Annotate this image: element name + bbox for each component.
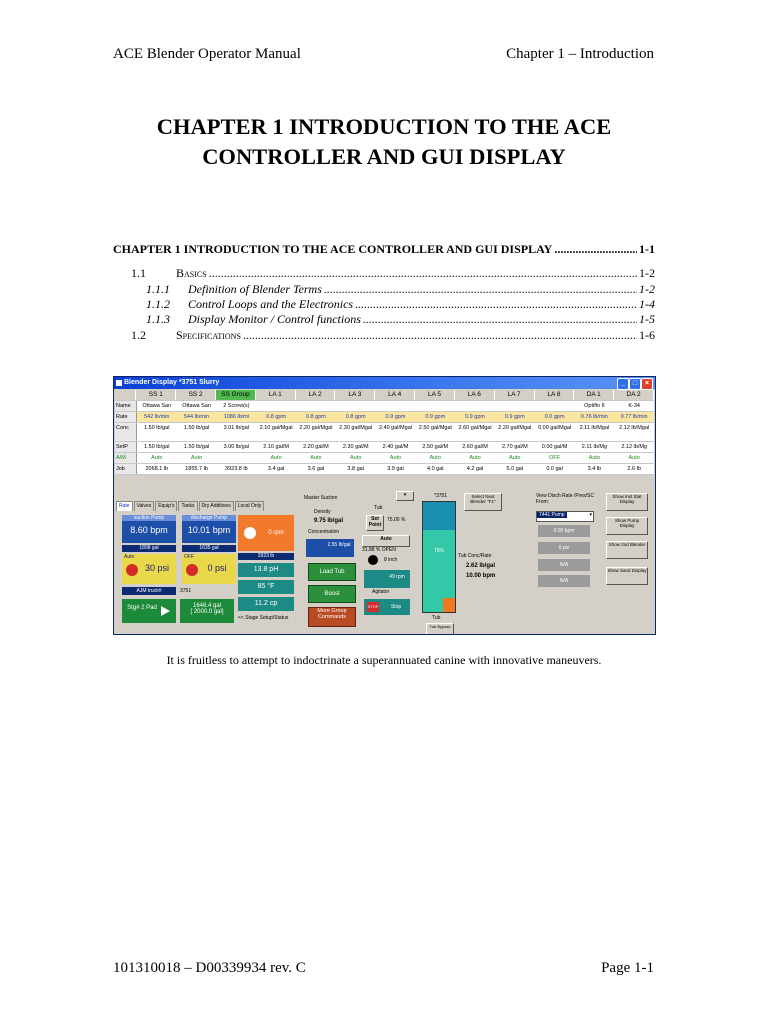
toc-entry-specifications[interactable]: 1.2 Specifications ..... 1-6 — [131, 328, 655, 343]
viscosity-readout: 11.2 cp — [238, 597, 294, 611]
grid-cell: 3.4 lb — [587, 466, 602, 472]
col-la6[interactable]: LA 6 — [455, 390, 495, 400]
disch-pressure-readout: 0 psi — [538, 542, 590, 554]
toc-entry-definition[interactable]: 1.1.1 Definition of Blender Terms ..... 1-2 — [146, 282, 655, 297]
grid-cell: K-34 — [628, 403, 640, 409]
stop-sign-icon: STOP — [367, 602, 379, 612]
minimize-icon[interactable]: _ — [617, 378, 629, 390]
stage-setup-link[interactable]: << Stage Setup/Status — [238, 615, 289, 621]
col-ss1[interactable]: SS 1 — [136, 390, 176, 400]
grid-cell: 544 lb/min — [177, 412, 217, 422]
grid-cell: 2.20 gal/Mgal — [299, 425, 333, 431]
grid-cell — [455, 401, 495, 411]
valve-inch: 8 inch — [384, 557, 398, 563]
control-tabs — [116, 501, 265, 511]
pump-select[interactable]: 7441 Pump ▾ — [536, 511, 594, 522]
grid-cell: 0.00 gal/Mgal — [538, 425, 572, 431]
grid-cell: Auto — [509, 455, 521, 461]
col-la8[interactable]: LA 8 — [535, 390, 575, 400]
grid-cell: 2.30 gal/Mgal — [339, 425, 373, 431]
col-la3[interactable]: LA 3 — [335, 390, 375, 400]
grid-cell: 0.8 gpm — [296, 412, 336, 422]
agitator-label: Agitator — [372, 589, 390, 595]
play-icon — [161, 606, 170, 616]
ajm-truck-label: AJM truck# — [122, 587, 176, 595]
grid-cell: 2.11 lb/Mgal — [579, 425, 610, 431]
blender-display-screenshot — [113, 376, 656, 635]
grid-cell: 0.0 gal — [546, 466, 563, 472]
grid-cell — [415, 401, 455, 411]
grid-cell: Auto — [389, 455, 402, 461]
ph-readout: 13.8 pH — [238, 563, 294, 577]
discharge-pressure-panel[interactable]: OFF 0 psi — [182, 554, 236, 584]
tub-bypass-button[interactable]: Tub Bypass — [426, 623, 454, 635]
grid-cell — [336, 401, 376, 411]
na-readout-2: N/A — [538, 575, 590, 587]
stop-button[interactable]: STOP Stop — [364, 599, 410, 615]
grid-cell: 3.4 gal — [267, 466, 285, 472]
grid-cell: 1.50 lb/gal — [144, 425, 170, 431]
grid-cell: 1855.7 lb — [185, 466, 208, 472]
grid-cell: Auto — [190, 455, 203, 461]
grid-cell: Auto — [469, 455, 481, 461]
load-tub-button[interactable]: Load Tub — [308, 563, 356, 581]
stage-volume-panel: 1646.4 gal [ 2000.0 gal] — [180, 599, 234, 623]
grid-cell: 542 lb/min — [137, 412, 177, 422]
grid-cell: 2.12 lb/Mg — [621, 444, 647, 450]
grid-cell: Auto — [628, 455, 640, 461]
grid-cell: 0.0 gpm — [535, 412, 575, 422]
grid-cell: Auto — [151, 455, 163, 461]
tab-rate[interactable]: Rate — [116, 501, 133, 511]
grid-cell: Optiflo II — [584, 403, 605, 409]
concentration-panel[interactable]: 2.55 lb/gal — [306, 539, 354, 557]
maximize-icon[interactable]: □ — [629, 378, 641, 390]
discharge-pump-panel[interactable]: discharge Pump 10.01 bpm — [182, 515, 236, 543]
view-disch-label: View Disch Rate /Pres/SC From: — [536, 493, 594, 505]
window-icon — [116, 380, 122, 386]
grid-cell — [256, 401, 296, 411]
chevron-down-icon: ▾ — [589, 512, 592, 518]
toc-entry-control-loops[interactable]: 1.1.2 Control Loops and the Electronics ..... 1-4 — [146, 297, 655, 312]
grid-cell — [216, 453, 256, 463]
valve-icon — [368, 555, 378, 565]
open-percent: 31.88 % OPEN — [362, 547, 396, 553]
grid-cell: 2.10 gal/Mgal — [259, 425, 293, 431]
more-group-commands-button[interactable]: More Group Commands — [308, 607, 356, 627]
tub-conc-rate-label: Tub Conc/Rate — [458, 553, 492, 559]
grid-cell: Auto — [588, 455, 601, 461]
grid-cell: 1086 lb/mi — [216, 412, 256, 422]
concentration-label: Concentration — [308, 529, 340, 535]
agitator-panel[interactable]: 49 rpm — [364, 570, 410, 588]
grid-header-row — [115, 390, 654, 401]
tub-rate-value: 10.00 bpm — [466, 573, 496, 579]
density-label: Density — [314, 509, 331, 515]
set-point-button[interactable]: Set Point — [366, 515, 384, 531]
col-ss2[interactable]: SS 2 — [176, 390, 216, 400]
grid-cell: 0.76 lb/min — [574, 412, 614, 422]
col-ss-group[interactable]: SS Group — [216, 390, 256, 400]
tab-equips[interactable]: Equip's — [155, 501, 177, 511]
grid-cell: 5.0 gal — [506, 466, 524, 472]
tab-tanks[interactable]: Tanks — [178, 501, 197, 511]
grid-cell: Auto — [270, 455, 282, 461]
tub-small-label: Tub — [432, 615, 441, 621]
grid-cell: Auto — [310, 455, 322, 461]
na-readout-1: N/A — [538, 559, 590, 571]
grid-cell: 2.11 lb/Mg — [581, 444, 608, 450]
grid-cell: 4.0 gal — [426, 466, 444, 472]
toc-entry-basics[interactable]: 1.1 Basics ..... 1-2 — [131, 266, 655, 281]
grid-name-row: Name Ottawa San Ottawa San 2 Screw(s) Optiflo II K-34 — [115, 401, 654, 412]
pump-icon — [186, 564, 198, 576]
grid-cell: Ottawa San — [142, 403, 172, 409]
grid-cell: 2.40 gal/M — [382, 444, 409, 450]
set-point-value: 75.00 % — [387, 517, 406, 523]
grid-cell: 4.2 gal — [466, 466, 484, 472]
grid-setp-row: SetP 1.50 lb/gal 1.50 lb/gal 3.00 lb/gal 2.10 gal/M 2.20 gal/M 2.30 gal/M 2.40 gal/M 2.50 gal/M 2.60 gal/M 2.70 gal/M 0.00 gal/M 2.11 lb/Mg 2.12 lb/Mg — [115, 442, 654, 453]
grid-cell: OFF — [549, 455, 561, 461]
grid-cell: Auto — [350, 455, 362, 461]
grid-cell: 2.60 gal/M — [462, 444, 488, 450]
grid-cell: 2.50 gal/M — [422, 444, 449, 450]
grid-cell: 2.60 gal/Mgal — [458, 425, 492, 431]
pump-icon — [126, 564, 138, 576]
grid-cell: 0.9 gpm — [376, 412, 416, 422]
chapter-title: CHAPTER 1 INTRODUCTION TO THE ACE CONTROLLER AND GUI DISPLAY — [156, 114, 612, 169]
grid-job-row: Job 2068.1 lb 1855.7 lb 3923.8 lb 3.4 gal 3.6 gal 3.8 gal 3.9 gal 4.0 gal 4.2 gal 5.0 gal 0.0 gal 3.4 lb 2.6 lb — [115, 464, 654, 475]
tab-dry-additives[interactable]: Dry Additives — [199, 501, 234, 511]
col-da2[interactable]: DA 2 — [614, 390, 654, 400]
grid-cell: 2068.1 lb — [145, 466, 169, 472]
grid-cell: 3.8 gal — [347, 466, 364, 472]
job-number: *3751 — [434, 493, 448, 499]
grid-conc-row: Conc 1.50 lb/gal 1.50 lb/gal 3.01 lb/gal 2.10 gal/Mgal 2.20 gal/Mgal 2.30 gal/Mgal 2.40 gal/Mgal 2.50 gal/Mgal 2.60 gal/Mgal 2.20 gal/Mgal 0.00 gal/Mgal 2.11 lb/Mgal 2.12 lb/Mgal — [115, 423, 654, 442]
tab-local-only[interactable]: Local Only — [235, 501, 265, 511]
grid-cell: 2.12 lb/Mgal — [619, 425, 650, 431]
grid-cell: 0.00 gal/M — [541, 444, 568, 450]
grid-cell: 3.6 gal — [307, 466, 325, 472]
col-la7[interactable]: LA 7 — [495, 390, 535, 400]
grid-cell: 0.9 gpm — [495, 412, 535, 422]
footer-doc-number: 101310018 – D00339934 rev. C — [113, 960, 306, 976]
grid-cell: 3.01 lb/gal — [223, 425, 250, 431]
grid-cell: 2.70 gal/M — [501, 444, 528, 450]
temperature-readout: 85 °F — [238, 580, 294, 594]
blender-grid — [115, 390, 654, 475]
grid-cell: 2.10 gal/M — [263, 444, 289, 450]
grid-cell: 0.77 lb/min — [614, 412, 654, 422]
grid-cell — [495, 401, 535, 411]
show-2nd-blender-button[interactable]: Show 2nd Blender — [606, 541, 648, 559]
grid-cell: 0.9 gpm — [455, 412, 495, 422]
col-la5[interactable]: LA 5 — [415, 390, 455, 400]
col-la2[interactable]: LA 2 — [296, 390, 336, 400]
col-da1[interactable]: DA 1 — [574, 390, 614, 400]
header-chapter: Chapter 1 – Introduction — [506, 46, 654, 62]
show-inst-stat-button[interactable]: Show Inst Stat Display — [606, 493, 648, 511]
grid-cell: 1.50 lb/gal — [183, 444, 210, 450]
grid-cell: Auto — [429, 455, 441, 461]
grid-rate-row: Rate 542 lb/min 544 lb/min 1086 lb/mi 0.8 gpm 0.8 gpm 0.8 gpm 0.9 gpm 0.9 gpm 0.9 gpm 0.9 gpm 0.0 gpm 0.76 lb/min 0.77 lb/min — [115, 412, 654, 423]
grid-cell: 0.9 gpm — [415, 412, 455, 422]
grid-cell — [376, 401, 416, 411]
suction-pump-panel[interactable]: suction Pump 8.60 bpm — [122, 515, 176, 543]
master-suction-label[interactable]: Master Suction — [304, 495, 338, 501]
orange-screw-panel[interactable]: 0 rpm — [238, 515, 294, 551]
tub-level-gauge: 75% — [422, 501, 456, 613]
grid-cell: 1.50 lb/gal — [144, 444, 170, 450]
grid-cell: 0.8 gpm — [336, 412, 376, 422]
grid-am-row: A/M Auto Auto Auto Auto Auto Auto Auto Auto Auto OFF Auto Auto — [115, 453, 654, 464]
grid-cell: 2 Screw(s) — [223, 403, 250, 409]
grid-cell — [535, 401, 575, 411]
suction-volume: 1898 gal — [122, 545, 176, 552]
grid-cell: 0.8 gpm — [256, 412, 296, 422]
tub-label: Tub — [374, 505, 383, 511]
tub-conc-value: 2.62 lb/gal — [466, 563, 496, 569]
grid-cell: 3.9 gal — [387, 466, 404, 472]
select-next-blender-button[interactable]: Select Next Blender "F1" — [464, 493, 502, 511]
boost-button[interactable]: Boost — [308, 585, 356, 603]
grid-cell: 3923.8 lb — [225, 466, 248, 472]
col-la1[interactable]: LA 1 — [256, 390, 296, 400]
density-value: 9.75 lb/gal — [314, 518, 344, 524]
close-icon[interactable]: × — [641, 378, 653, 390]
grid-cell: 3.00 lb/gal — [223, 444, 250, 450]
stage-button[interactable]: Stg# 2 Pad — [122, 599, 176, 623]
grid-cell: 2.6 lb — [627, 466, 641, 472]
suction-pressure-panel[interactable]: Auto 30 psi — [122, 554, 176, 584]
figure-caption: It is fruitless to attempt to indoctrinate a superannuated canine with innovative maneuvers. — [166, 653, 602, 667]
grid-cell: Ottawa San — [182, 403, 211, 409]
grid-cell: 2.50 gal/Mgal — [418, 425, 452, 431]
show-pump-display-button[interactable]: Show Pump Display — [606, 517, 648, 535]
grid-cell: 2.20 gal/M — [303, 444, 329, 450]
show-sand-display-button[interactable]: Show Sand Display — [606, 567, 648, 585]
tab-valves[interactable]: Valves — [134, 501, 155, 511]
grid-cell: 2.20 gal/Mgal — [498, 425, 532, 431]
header-manual-title: ACE Blender Operator Manual — [113, 46, 301, 62]
grid-cell: 2.40 gal/Mgal — [378, 425, 412, 431]
screw-volume: 3923 lb — [238, 553, 294, 560]
grid-cell — [296, 401, 336, 411]
grid-cell: 2.30 gal/M — [342, 444, 369, 450]
discharge-volume: 1635 gal — [182, 545, 236, 552]
screw-icon — [244, 527, 256, 539]
disch-rate-readout: 0.00 bpm — [538, 525, 590, 537]
auto-button[interactable]: Auto — [362, 535, 410, 547]
col-la4[interactable]: LA 4 — [375, 390, 415, 400]
grid-cell: 1.50 lb/gal — [183, 425, 210, 431]
dropdown-icon[interactable]: ▾ — [396, 491, 414, 501]
toc-entry-display-monitor[interactable]: 1.1.3 Display Monitor / Control functions ..... 1-5 — [146, 312, 655, 327]
toc-main-entry[interactable]: CHAPTER 1 INTRODUCTION TO THE ACE CONTROLLER AND GUI DISPLAY ..... 1-1 — [113, 242, 655, 257]
window-titlebar: Blender Display *3751 Slurry _ □ × — [114, 377, 655, 389]
truck-number: 3751 — [180, 588, 192, 594]
footer-page-number: Page 1-1 — [601, 960, 654, 976]
